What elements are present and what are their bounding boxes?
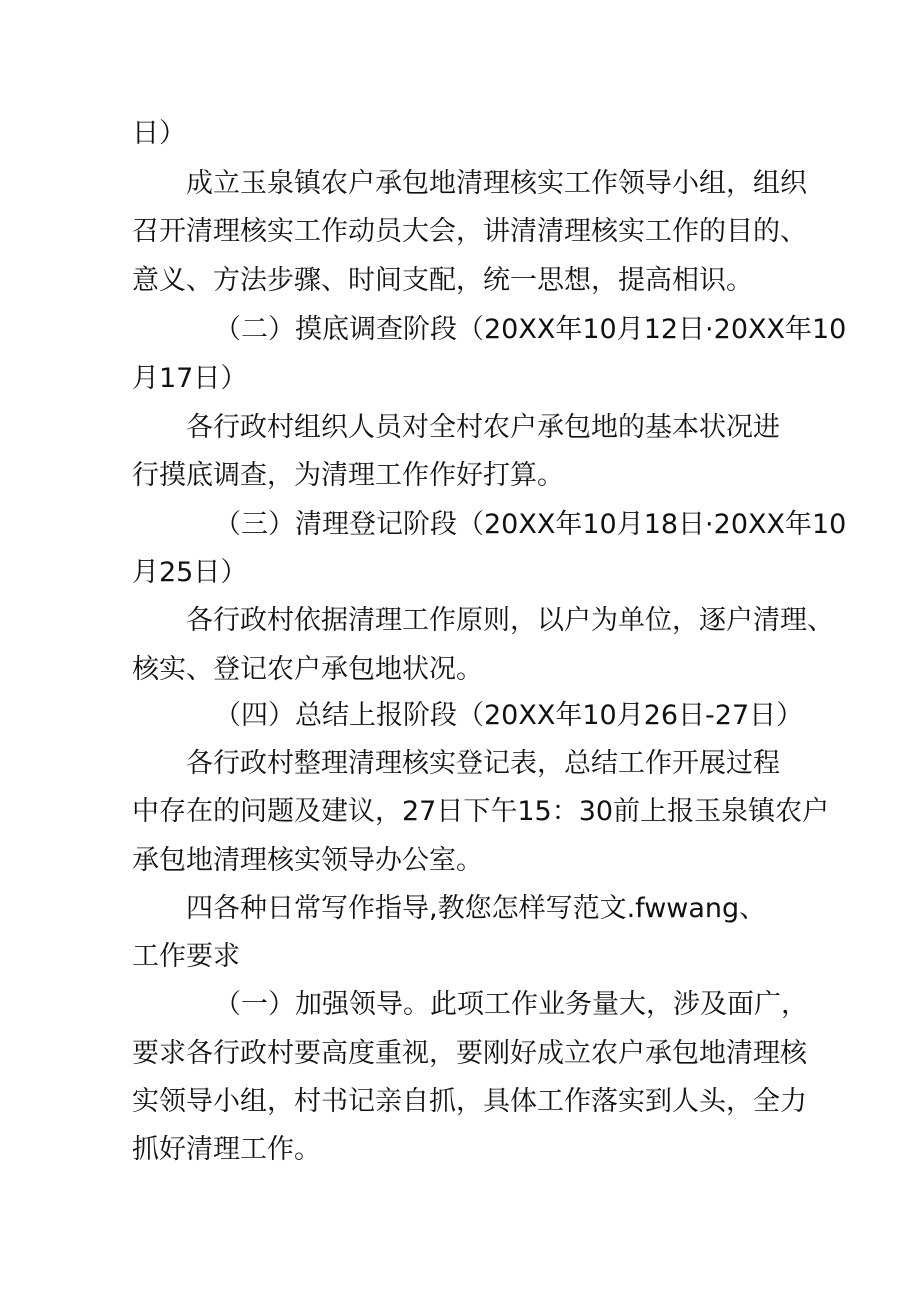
paragraph-line: 各行政村组织人员对全村农户承包地的基本状况进	[186, 412, 780, 443]
paragraph-line: 成立玉泉镇农户承包地清理核实工作领导小组，组织	[186, 168, 807, 199]
text-line: 抓好清理工作。	[132, 1134, 321, 1165]
text-line: 中存在的问题及建议，27日下午15：30前上报玉泉镇农户	[132, 796, 830, 827]
section-heading: （三）清理登记阶段（20XX年10月18日·20XX年10	[214, 509, 847, 540]
section-title: 工作要求	[132, 941, 240, 972]
text-line: 核实、登记农户承包地状况。	[132, 654, 483, 685]
text-line: 行摸底调查，为清理工作作好打算。	[132, 460, 564, 491]
paragraph-line: 四各种日常写作指导,教您怎样写范文.fwwang、	[186, 893, 767, 924]
text-line: 实领导小组，村书记亲自抓，具体工作落实到人头，全力	[132, 1086, 807, 1117]
section-heading-continuation: 月25日）	[132, 557, 248, 588]
section-heading: （一）加强领导。此项工作业务量大，涉及面广，	[214, 989, 808, 1020]
text-line: 日）	[132, 118, 186, 149]
text-line: 承包地清理核实领导办公室。	[132, 845, 483, 876]
section-heading: （四）总结上报阶段（20XX年10月26日-27日）	[214, 700, 804, 731]
section-heading: （二）摸底调查阶段（20XX年10月12日·20XX年10	[214, 314, 847, 345]
paragraph-line: 各行政村依据清理工作原则，以户为单位，逐户清理、	[186, 605, 834, 636]
text-line: 要求各行政村要高度重视，要刚好成立农户承包地清理核	[132, 1038, 807, 1069]
text-line: 意义、方法步骤、时间支配，统一思想，提高相识。	[132, 265, 753, 296]
section-heading-continuation: 月17日）	[132, 363, 248, 394]
text-line: 召开清理核实工作动员大会，讲清清理核实工作的目的、	[132, 216, 807, 247]
paragraph-line: 各行政村整理清理核实登记表，总结工作开展过程	[186, 748, 780, 779]
